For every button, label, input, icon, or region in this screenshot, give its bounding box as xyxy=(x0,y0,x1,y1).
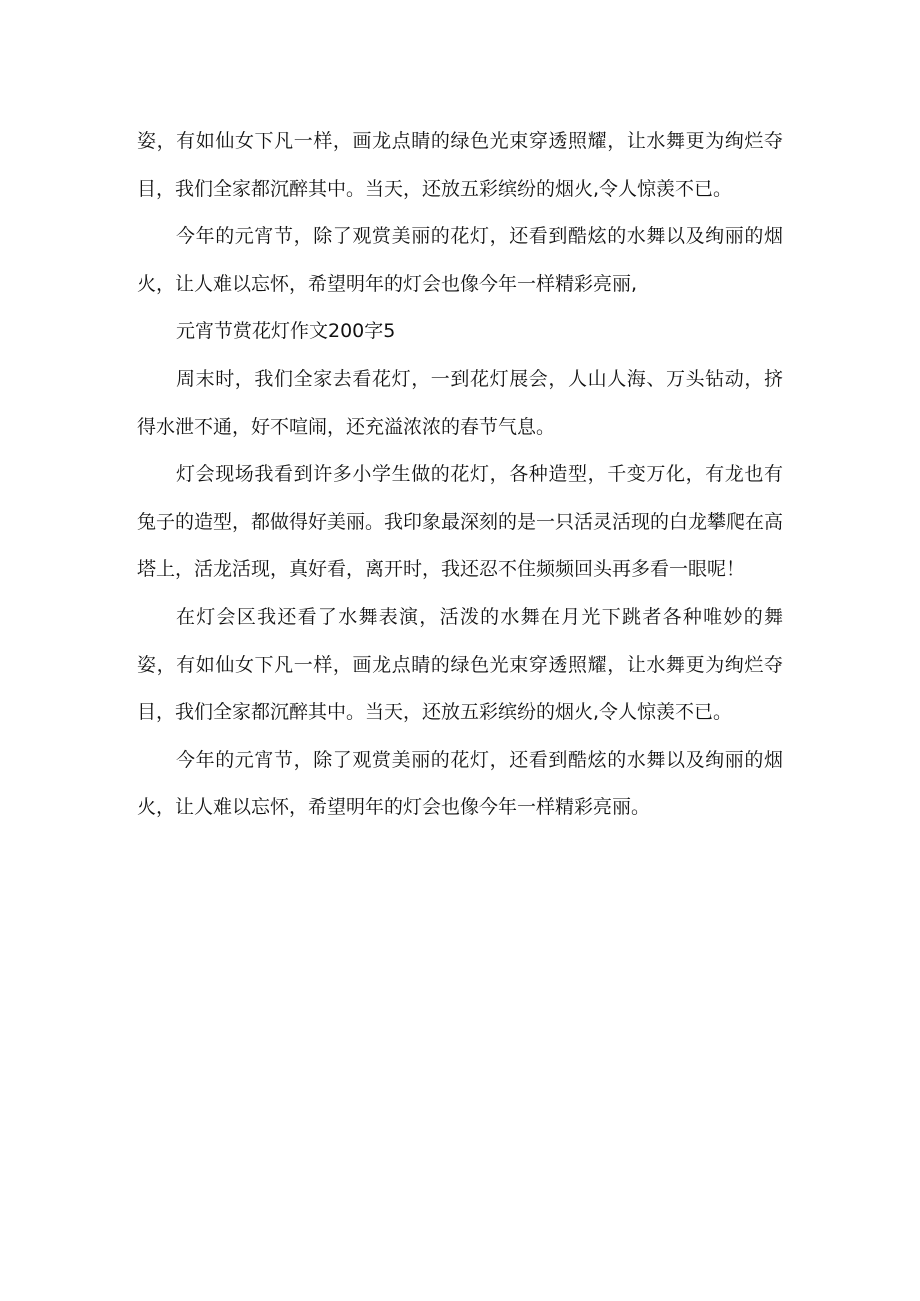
document-body xyxy=(137,118,783,832)
paragraph-water-dance: 在灯会区我还看了水舞表演，活泼的水舞在月光下跳者各种唯妙的舞姿，有如仙女下凡一样，画龙点睛的绿色光束穿透照耀，让水舞更为绚烂夺目，我们全家都沉醉其中。当天，还放五彩缤纷的烟火,令人惊羡不已。 xyxy=(137,605,783,724)
essay-title: 元宵节赏花灯作文200字5 xyxy=(176,320,396,343)
paragraph-lantern-site: 灯会现场我看到许多小学生做的花灯，各种造型，千变万化，有龙也有兔子的造型，都做得好美丽。我印象最深刻的是一只活灵活现的白龙攀爬在高塔上，活龙活现，真好看，离开时，我还忍不住频频回头再多看一眼呢！ xyxy=(137,463,784,581)
paragraph-summary-1: 今年的元宵节，除了观赏美丽的花灯，还看到酷炫的水舞以及绚丽的烟火，让人难以忘怀，希望明年的灯会也像今年一样精彩亮丽, xyxy=(137,225,783,295)
paragraph-continuation: 姿，有如仙女下凡一样，画龙点睛的绿色光束穿透照耀，让水舞更为绚烂夺目，我们全家都沉醉其中。当天，还放五彩缤纷的烟火,令人惊羡不已。 xyxy=(137,130,783,200)
paragraph-summary-2: 今年的元宵节，除了观赏美丽的花灯，还看到酷炫的水舞以及绚丽的烟火，让人难以忘怀，希望明年的灯会也像今年一样精彩亮丽。 xyxy=(137,748,783,819)
paragraph-weekend: 周末时，我们全家去看花灯，一到花灯展会，人山人海、万头钻动，挤得水泄不通，好不喧闹，还充溢浓浓的春节气息。 xyxy=(137,367,783,438)
